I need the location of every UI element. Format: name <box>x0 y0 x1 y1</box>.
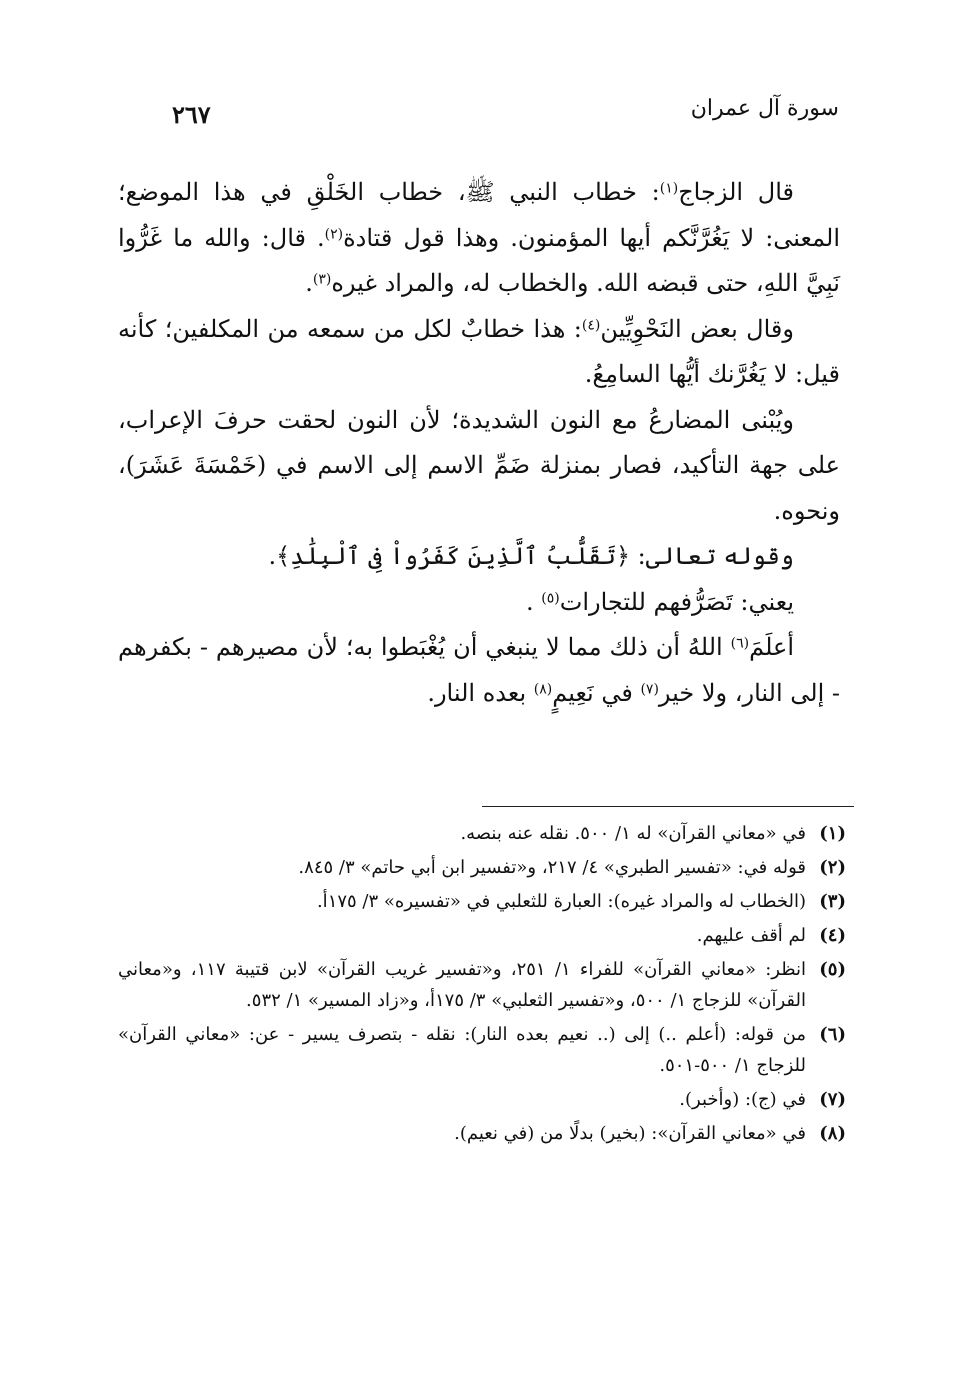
footnotes <box>118 818 846 1152</box>
footnote-number: (٧) <box>819 1089 846 1110</box>
paragraph-grammar-rule <box>118 398 840 535</box>
paragraph-quran-verse <box>118 534 840 580</box>
running-header-title: سورة آل عمران <box>690 96 839 121</box>
text-run: اللهُ أن ذلك مما لا ينبغي أن يُغْبَطوا به؛ لأن مصيرهم - بكفرهم - إلى النار، ولا خير <box>118 633 840 707</box>
footnote-number: (٣) <box>819 891 846 912</box>
footnote-item <box>118 1118 846 1149</box>
text-run: . <box>526 587 542 616</box>
text-run: : خطاب النبي ﷺ، خطاب الخَلْقِ في هذا الموضع؛ المعنى: لا يَغُرَّنَّكم أيها المؤمنون. وهذا قول قتادة <box>118 178 840 252</box>
text-run: قال الزجاج <box>678 178 794 206</box>
footnote-ref-1: (١) <box>659 180 679 197</box>
text-run: بعده النار. <box>427 678 534 707</box>
footnote-text: انظر: «معاني القرآن» للفراء ١/ ٢٥١، و«تفسير غريب القرآن» لابن قتيبة ١١٧، و«معاني القرآن» للزجاج ١/ ٥٠٠، و«تفسير الثعلبي» ٣/ ١٧٥أ، و«زاد المسير» ١/ ٥٣٢. <box>118 959 806 1011</box>
paragraph-conclusion <box>118 625 840 716</box>
paragraph-zajjaj <box>118 170 840 307</box>
footnote-ref-2: (٢) <box>324 225 344 242</box>
footnote-ref-8: (٨) <box>533 680 553 697</box>
footnote-number: (٦) <box>819 1024 846 1045</box>
footnote-number: (٢) <box>819 857 846 878</box>
footnote-number: (٨) <box>819 1123 846 1144</box>
text-run: يعني: تَصَرُّفهم للتجارات <box>559 587 794 616</box>
footnote-text: في (ج): (وأخبر). <box>679 1089 806 1110</box>
footnote-number: (١) <box>819 823 846 844</box>
footnote-number: (٤) <box>819 925 846 946</box>
paragraph-meaning <box>118 580 840 626</box>
footnote-item <box>118 954 846 1016</box>
footnote-ref-3: (٣) <box>312 271 332 288</box>
page-number: ٢٦٧ <box>172 100 211 129</box>
footnote-ref-5: (٥) <box>541 589 560 606</box>
text-run: وقوله تعالى: ﴿تَقَلُّبُ ٱلَّذِينَ كَفَرُواْ فِى ٱلْبِلَٰدِ﴾. <box>268 542 794 570</box>
footnote-text: في «معاني القرآن» له ١/ ٥٠٠. نقله عنه بنصه. <box>460 823 806 844</box>
text-run: وقال بعض النَحْوِيِّين <box>600 314 794 343</box>
main-text <box>118 170 840 716</box>
paragraph-grammarians <box>118 307 840 398</box>
footnote-item <box>118 886 846 917</box>
text-run: ويُبْنى المضارعُ مع النون الشديدة؛ لأن النون لحقت حرفَ الإعراب، على جهة التأكيد، فصار بمنزلة ضَمِّ الاسم إلى الاسم في (خَمْسَةَ عَشَرَ)، ونحوه. <box>118 405 840 525</box>
footnote-text: من قوله: (أعلم ..) إلى (.. نعيم بعده النار): نقله - بتصرف يسير - عن: «معاني القرآن» للزجاج ١/ ٥٠٠-٥٠١. <box>118 1024 806 1076</box>
text-run: : هذا خطابٌ لكل من سمعه من المكلفين؛ كأنه قيل: لا يَغُرَّنك أيُّها السامِعُ. <box>118 314 840 388</box>
footnote-ref-4: (٤) <box>581 316 601 333</box>
footnote-text: قوله في: «تفسير الطبري» ٤/ ٢١٧، و«تفسير ابن أبي حاتم» ٣/ ٨٤٥. <box>298 857 806 878</box>
footnote-text: لم أقف عليهم. <box>696 925 806 946</box>
footnote-item <box>118 818 846 849</box>
footnote-ref-7: (٧) <box>640 680 659 697</box>
text-run: . قال: والله ما غَرُّوا نَبِيَّ اللهِ، حتى قبضه الله. والخطاب له، والمراد غيره <box>118 223 840 297</box>
footnote-text: (الخطاب له والمراد غيره): العبارة للثعلبي في «تفسيره» ٣/ ١٧٥أ. <box>316 891 806 912</box>
footnote-number: (٥) <box>819 959 846 980</box>
footnote-item <box>118 1084 846 1115</box>
footnote-item <box>118 852 846 883</box>
footnote-ref-6: (٦) <box>730 635 750 652</box>
text-run: . <box>305 269 313 297</box>
text-run: أعلَمَ <box>749 633 794 661</box>
footnote-separator <box>482 806 854 807</box>
text-run: في نَعِيمٍ <box>552 678 641 707</box>
footnote-item <box>118 920 846 951</box>
footnote-item <box>118 1019 846 1081</box>
footnote-text: في «معاني القرآن»: (بخير) بدلًا من (في نعيم). <box>454 1123 806 1144</box>
